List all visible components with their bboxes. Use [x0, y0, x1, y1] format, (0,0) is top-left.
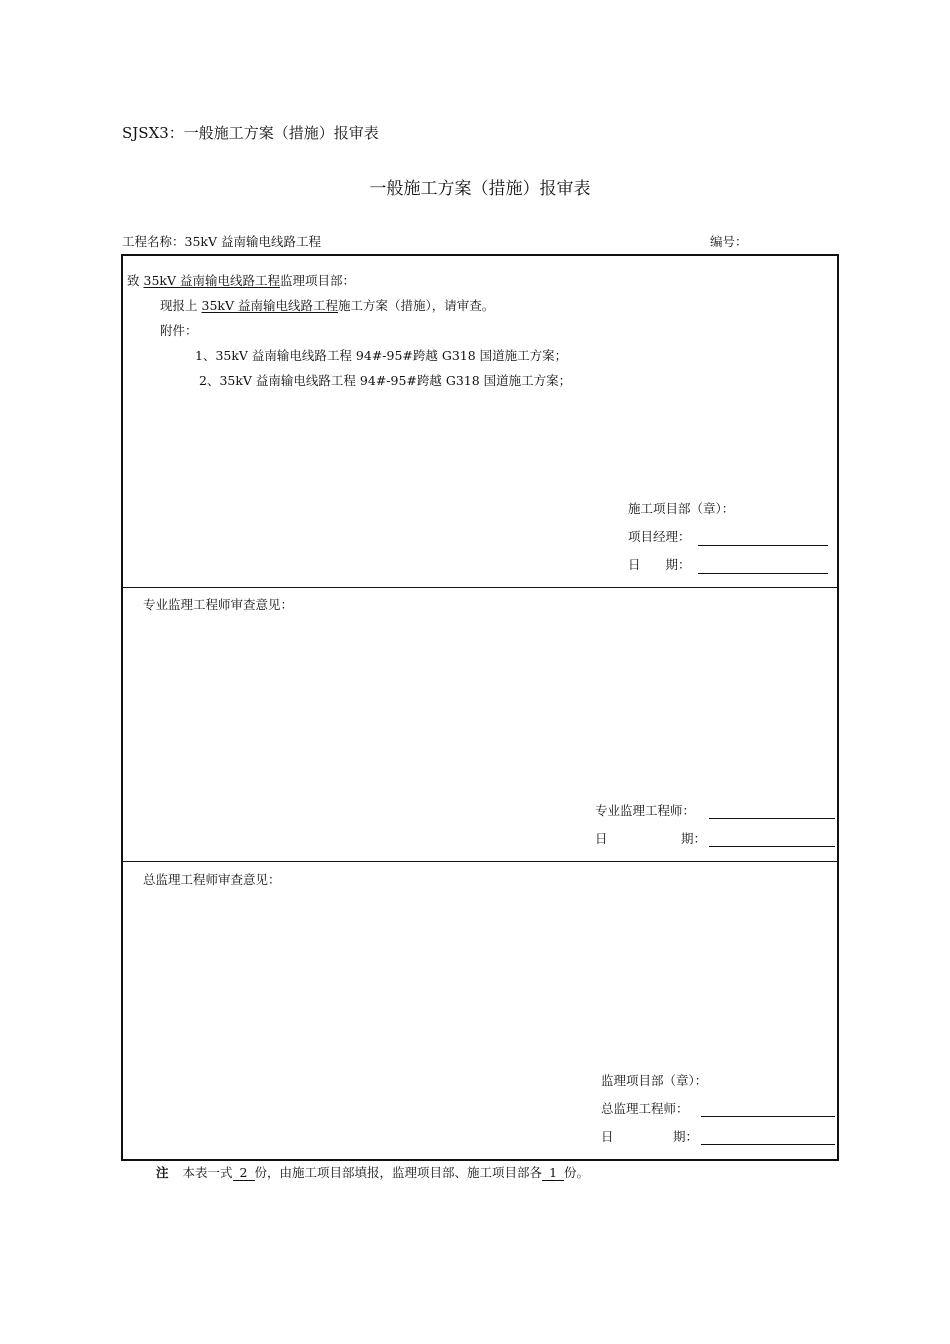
section2-date-label-left: 日	[595, 831, 608, 846]
specialist-opinion-label: 专业监理工程师审查意见：	[143, 597, 294, 612]
form-number-label: 编号：	[710, 234, 748, 249]
construction-dept-seal-label: 施工项目部（章）：	[628, 501, 735, 516]
project-manager-signature-line[interactable]	[698, 545, 828, 546]
attachment-item-2: 2、35kV 益南输电线路工程 94#-95#跨越 G318 国道施工方案；	[199, 373, 572, 388]
copies-total: 2	[233, 1166, 255, 1181]
project-name-value: 35kV 益南输电线路工程	[184, 234, 321, 249]
footnote-text-a: 本表一式	[182, 1165, 233, 1180]
page-title: 一般施工方案（措施）报审表	[369, 179, 591, 199]
attachment-item-1: 1、35kV 益南输电线路工程 94#-95#跨越 G318 国道施工方案；	[195, 348, 568, 363]
addressee-prefix: 致	[127, 273, 140, 288]
section2-date-line[interactable]	[709, 846, 835, 847]
addressee-line	[127, 273, 355, 289]
section1-date-label: 日 期：	[628, 557, 691, 572]
chief-engineer-label: 总监理工程师：	[601, 1101, 689, 1116]
report-project: 35kV 益南输电线路工程	[201, 298, 338, 313]
footnote-text-b: 份，由施工项目部填报，监理项目部、施工项目部各	[254, 1165, 543, 1180]
report-suffix: 施工方案（措施），请审查。	[337, 298, 495, 313]
section-divider	[123, 861, 837, 862]
section-divider	[123, 587, 837, 588]
project-manager-label: 项目经理：	[628, 529, 691, 544]
section1-date-line[interactable]	[698, 573, 828, 574]
form-code: SJSX3：一般施工方案（措施）报审表	[122, 124, 379, 142]
section2-date-label-right: 期：	[681, 831, 707, 846]
review-form-table	[121, 254, 839, 1161]
addressee-project: 35kV 益南输电线路工程	[143, 273, 280, 288]
chief-opinion-label: 总监理工程师审查意见：	[143, 872, 281, 887]
project-name-label: 工程名称：	[122, 234, 185, 249]
attachments-label: 附件：	[160, 323, 198, 338]
footnote-label: 注	[156, 1165, 169, 1180]
addressee-suffix: 监理项目部：	[279, 273, 355, 288]
report-prefix: 现报上	[160, 298, 198, 313]
project-name-row	[122, 232, 321, 250]
footnote-text-c: 份。	[564, 1165, 590, 1180]
report-line	[160, 298, 494, 314]
chief-engineer-signature-line[interactable]	[701, 1116, 835, 1117]
copies-each: 1	[542, 1166, 564, 1181]
supervision-dept-seal-label: 监理项目部（章）：	[601, 1073, 708, 1088]
section3-date-label-right: 期：	[673, 1129, 699, 1144]
section3-date-label-left: 日	[601, 1129, 614, 1144]
specialist-engineer-signature-line[interactable]	[709, 818, 835, 819]
specialist-engineer-label: 专业监理工程师：	[595, 803, 696, 818]
section3-date-line[interactable]	[701, 1144, 835, 1145]
footnote	[156, 1163, 589, 1181]
